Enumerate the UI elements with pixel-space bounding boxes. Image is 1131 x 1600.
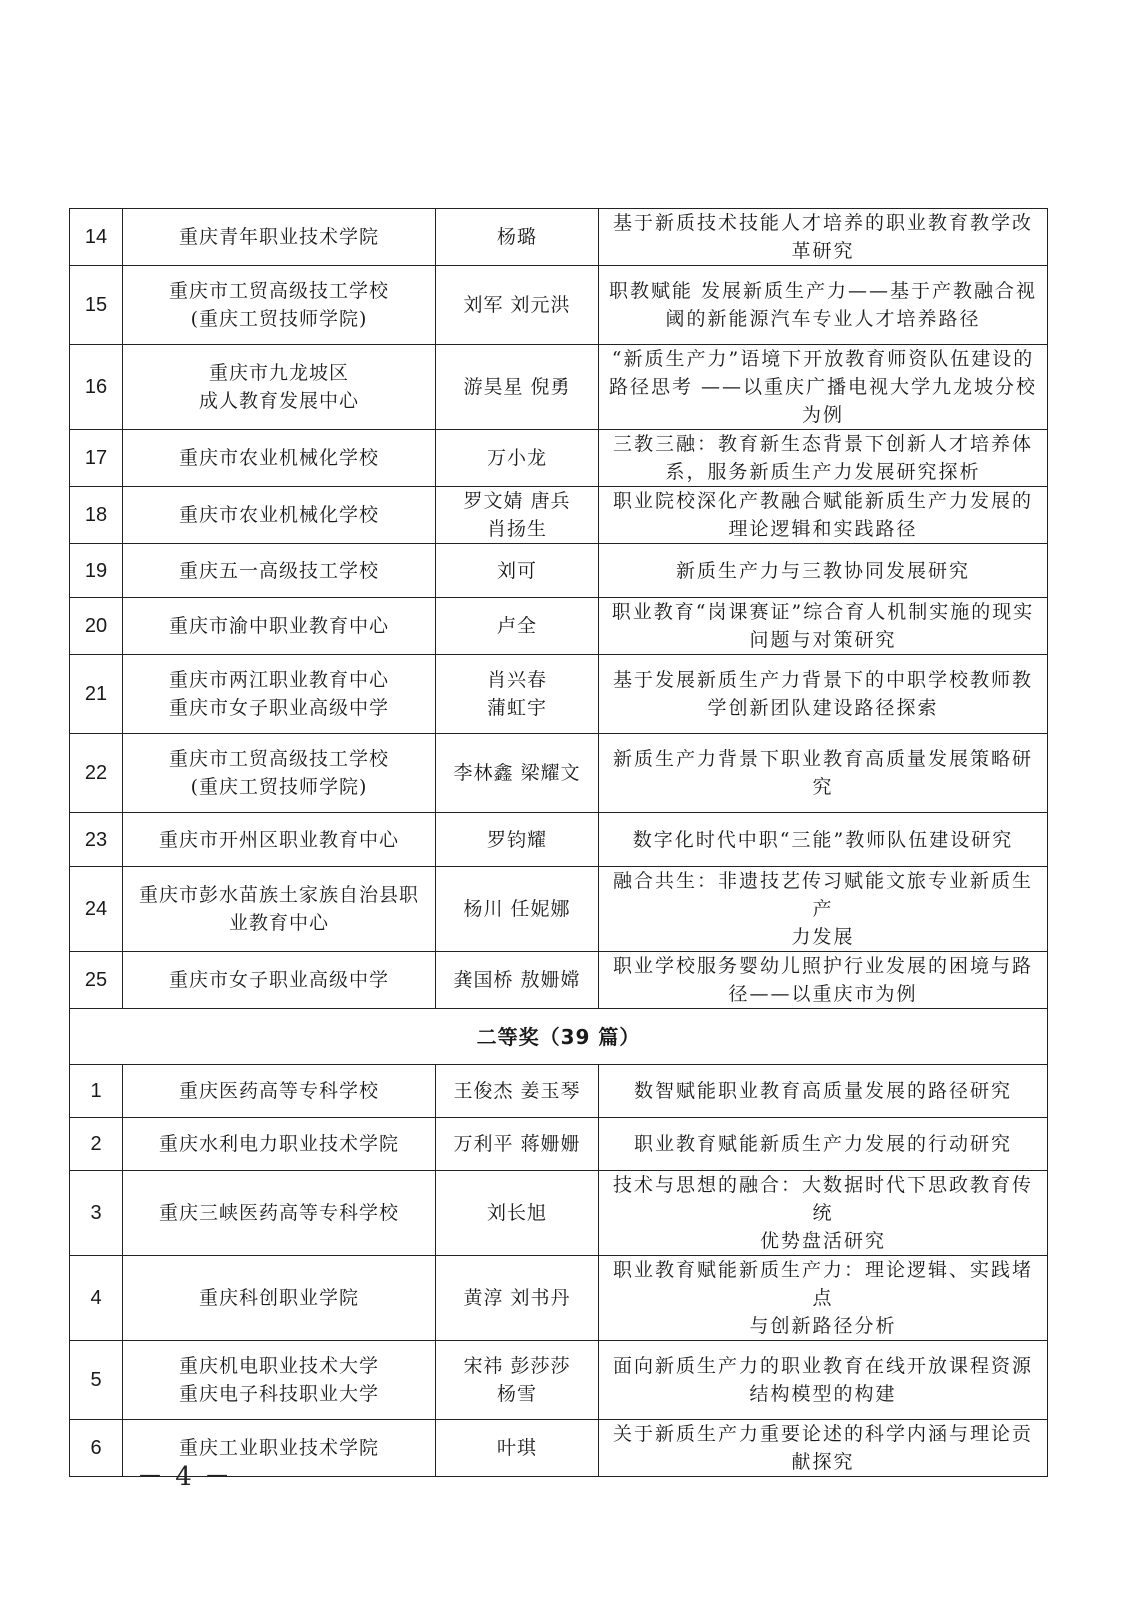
row-number: 17 — [70, 430, 123, 487]
paper-title-line: 究 — [812, 776, 834, 798]
paper-title — [599, 1171, 1048, 1256]
author-names-line: 万利平 蒋姗姗 — [453, 1133, 581, 1155]
author-names-line: 刘可 — [496, 559, 537, 582]
paper-title-line: 优势盘活研究 — [759, 1230, 886, 1252]
section-heading-row — [70, 1009, 1048, 1065]
paper-title-line: 径——以重庆市为例 — [728, 983, 918, 1005]
row-number: 5 — [70, 1341, 123, 1420]
paper-title-line: 职教赋能 发展新质生产力——基于产教融合视 — [608, 280, 1038, 302]
paper-title-line: “新质生产力”语境下开放教育师资队伍建设的 — [611, 348, 1035, 370]
table-row — [70, 209, 1048, 266]
author-names-line: 肖扬生 — [486, 518, 547, 540]
school-name-line: 重庆市渝中职业教育中心 — [168, 615, 389, 637]
row-number: 16 — [70, 345, 123, 430]
paper-title-line: 技术与思想的融合：大数据时代下思政教育传统 — [612, 1174, 1033, 1224]
row-number: 20 — [70, 598, 123, 655]
row-number: 4 — [70, 1256, 123, 1341]
author-names — [436, 487, 599, 544]
school-name-line: 业教育中心 — [228, 912, 329, 934]
row-number: 6 — [70, 1420, 123, 1477]
author-names-line: 宋祎 彭莎莎 — [463, 1355, 571, 1377]
paper-title — [599, 487, 1048, 544]
paper-title-line: 革研究 — [791, 240, 855, 262]
school-name-line: 重庆市农业机械化学校 — [178, 504, 379, 526]
row-number: 3 — [70, 1171, 123, 1256]
author-names-line: 龚国桥 敖姗嫦 — [453, 969, 581, 991]
table-row — [70, 1341, 1048, 1420]
table-row — [70, 544, 1048, 598]
paper-title — [599, 544, 1048, 598]
paper-title-line: 数智赋能职业教育高质量发展的路径研究 — [633, 1080, 1012, 1102]
author-names — [436, 209, 599, 266]
author-names-line: 李林鑫 梁耀文 — [453, 762, 581, 784]
paper-title-line: 新质生产力与三教协同发展研究 — [675, 559, 970, 582]
paper-title — [599, 209, 1048, 266]
paper-title-line: 阈的新能源汽车专业人才培养路径 — [665, 308, 981, 330]
table-row — [70, 655, 1048, 734]
author-names-line: 卢全 — [496, 615, 537, 637]
table-row — [70, 734, 1048, 813]
school-name — [123, 734, 436, 813]
school-name — [123, 1171, 436, 1256]
school-name-line: 重庆市两江职业教育中心 — [168, 669, 389, 691]
paper-title — [599, 952, 1048, 1009]
school-name-line: 重庆医药高等专科学校 — [178, 1080, 379, 1102]
table-row — [70, 1171, 1048, 1256]
author-names — [436, 598, 599, 655]
paper-title — [599, 1065, 1048, 1118]
author-names — [436, 430, 599, 487]
school-name-line: 重庆三峡医药高等专科学校 — [158, 1202, 399, 1224]
table-row — [70, 1065, 1048, 1118]
author-names-line: 刘军 刘元洪 — [463, 294, 571, 316]
paper-title-line: 基于新质技术技能人才培养的职业教育教学改 — [612, 212, 1033, 234]
school-name — [123, 266, 436, 345]
paper-title-line: 系，服务新质生产力发展研究探析 — [665, 461, 981, 483]
paper-title — [599, 655, 1048, 734]
author-names — [436, 1171, 599, 1256]
row-number: 19 — [70, 544, 123, 598]
paper-title-line: 为例 — [801, 404, 844, 426]
paper-title-line: 新质生产力背景下职业教育高质量发展策略研 — [612, 748, 1033, 770]
school-name-line: 重庆市工贸高级技工学校 — [168, 748, 389, 770]
author-names — [436, 544, 599, 598]
table-row — [70, 430, 1048, 487]
school-name — [123, 1256, 436, 1341]
school-name-line: (重庆工贸技师学院) — [190, 308, 368, 330]
paper-title-line: 三教三融：教育新生态背景下创新人才培养体 — [612, 433, 1033, 455]
school-name-line: 重庆工业职业技术学院 — [178, 1437, 379, 1459]
school-name-line: 成人教育发展中心 — [198, 390, 359, 412]
school-name — [123, 209, 436, 266]
author-names — [436, 952, 599, 1009]
school-name-line: 重庆市九龙坡区 — [208, 362, 349, 384]
author-names-line: 游昊星 倪勇 — [463, 376, 571, 398]
paper-title-line: 职业教育赋能新质生产力：理论逻辑、实践堵点 — [612, 1259, 1033, 1309]
paper-title-line: 融合共生：非遗技艺传习赋能文旅专业新质生产 — [612, 870, 1033, 920]
paper-title — [599, 734, 1048, 813]
paper-title — [599, 1118, 1048, 1171]
author-names-line: 黄淳 刘书丹 — [463, 1287, 571, 1309]
table-row — [70, 1118, 1048, 1171]
author-names-line: 肖兴春 — [486, 669, 547, 691]
row-number: 14 — [70, 209, 123, 266]
paper-title-line: 与创新路径分析 — [749, 1315, 897, 1337]
page-number: － 4 － — [137, 1462, 233, 1492]
paper-title-line: 职业教育“岗课赛证”综合育人机制实施的现实 — [611, 601, 1035, 623]
school-name-line: 重庆科创职业学院 — [198, 1287, 359, 1309]
school-name-line: 重庆市开州区职业教育中心 — [158, 828, 399, 851]
author-names-line: 罗文婧 唐兵 — [463, 490, 571, 512]
paper-title-line: 职业教育赋能新质生产力发展的行动研究 — [633, 1133, 1012, 1155]
school-name — [123, 1341, 436, 1420]
author-names — [436, 813, 599, 867]
paper-title — [599, 1256, 1048, 1341]
school-name — [123, 952, 436, 1009]
paper-title — [599, 867, 1048, 952]
row-number: 22 — [70, 734, 123, 813]
table-row — [70, 345, 1048, 430]
paper-title-line: 学创新团队建设路径探索 — [707, 697, 939, 719]
school-name — [123, 345, 436, 430]
paper-title-line: 问题与对策研究 — [749, 629, 897, 651]
table-row — [70, 813, 1048, 867]
school-name-line: 重庆五一高级技工学校 — [178, 559, 379, 582]
paper-title-line: 力发展 — [791, 926, 855, 948]
table-row — [70, 487, 1048, 544]
author-names — [436, 345, 599, 430]
author-names-line: 杨雪 — [496, 1383, 537, 1405]
table-row — [70, 867, 1048, 952]
paper-title-line: 职业学校服务婴幼儿照护行业发展的困境与路 — [612, 955, 1033, 977]
paper-title-line: 数字化时代中职“三能”教师队伍建设研究 — [632, 828, 1014, 851]
section-heading: 二等奖（39 篇） — [70, 1009, 1048, 1065]
author-names — [436, 655, 599, 734]
school-name-line: 重庆市女子职业高级中学 — [168, 697, 389, 719]
table-row — [70, 952, 1048, 1009]
paper-title — [599, 266, 1048, 345]
author-names — [436, 1118, 599, 1171]
row-number: 24 — [70, 867, 123, 952]
author-names — [436, 734, 599, 813]
author-names-line: 杨川 任妮娜 — [463, 898, 571, 920]
author-names — [436, 867, 599, 952]
school-name — [123, 655, 436, 734]
table-row — [70, 598, 1048, 655]
paper-title — [599, 430, 1048, 487]
school-name — [123, 1065, 436, 1118]
paper-title-line: 献探究 — [791, 1451, 855, 1473]
author-names-line: 杨璐 — [496, 226, 537, 248]
author-names-line: 王俊杰 姜玉琴 — [453, 1080, 581, 1102]
paper-title-line: 理论逻辑和实践路径 — [728, 518, 918, 540]
award-table-body-second-prize — [70, 1065, 1048, 1477]
row-number: 25 — [70, 952, 123, 1009]
paper-title — [599, 1341, 1048, 1420]
school-name — [123, 544, 436, 598]
author-names — [436, 1256, 599, 1341]
author-names-line: 叶琪 — [496, 1437, 537, 1459]
paper-title — [599, 345, 1048, 430]
school-name — [123, 598, 436, 655]
school-name — [123, 430, 436, 487]
school-name — [123, 487, 436, 544]
row-number: 23 — [70, 813, 123, 867]
row-number: 1 — [70, 1065, 123, 1118]
author-names — [436, 1420, 599, 1477]
author-names — [436, 1341, 599, 1420]
award-table-body-first-prize — [70, 209, 1048, 1009]
row-number: 21 — [70, 655, 123, 734]
school-name — [123, 813, 436, 867]
school-name-line: 重庆电子科技职业大学 — [178, 1383, 379, 1405]
row-number: 15 — [70, 266, 123, 345]
school-name-line: 重庆市彭水苗族土家族自治县职 — [138, 884, 419, 906]
school-name-line: 重庆市工贸高级技工学校 — [168, 280, 389, 302]
author-names — [436, 1065, 599, 1118]
paper-title-line: 基于发展新质生产力背景下的中职学校教师教 — [612, 669, 1033, 691]
row-number: 18 — [70, 487, 123, 544]
school-name-line: 重庆市农业机械化学校 — [178, 447, 379, 469]
school-name-line: (重庆工贸技师学院) — [190, 776, 368, 798]
section-heading-row-group — [70, 1009, 1048, 1065]
paper-title-line: 关于新质生产力重要论述的科学内涵与理论贡 — [612, 1423, 1033, 1445]
table-row — [70, 266, 1048, 345]
school-name-line: 重庆青年职业技术学院 — [178, 226, 379, 248]
author-names-line: 罗钧耀 — [486, 828, 547, 851]
paper-title — [599, 1420, 1048, 1477]
author-names — [436, 266, 599, 345]
author-names-line: 万小龙 — [486, 447, 547, 469]
paper-title-line: 面向新质生产力的职业教育在线开放课程资源 — [612, 1355, 1033, 1377]
paper-title-line: 路径思考 ——以重庆广播电视大学九龙坡分校 — [608, 376, 1038, 398]
award-table — [69, 208, 1048, 1477]
paper-title — [599, 813, 1048, 867]
school-name-line: 重庆市女子职业高级中学 — [168, 969, 389, 991]
paper-title-line: 职业院校深化产教融合赋能新质生产力发展的 — [612, 490, 1033, 512]
school-name-line: 重庆水利电力职业技术学院 — [158, 1133, 399, 1155]
paper-title-line: 结构模型的构建 — [749, 1383, 897, 1405]
school-name — [123, 867, 436, 952]
table-row — [70, 1256, 1048, 1341]
row-number: 2 — [70, 1118, 123, 1171]
author-names-line: 刘长旭 — [486, 1202, 547, 1224]
school-name — [123, 1118, 436, 1171]
author-names-line: 蒲虹宇 — [486, 697, 547, 719]
school-name-line: 重庆机电职业技术大学 — [178, 1355, 379, 1377]
paper-title — [599, 598, 1048, 655]
